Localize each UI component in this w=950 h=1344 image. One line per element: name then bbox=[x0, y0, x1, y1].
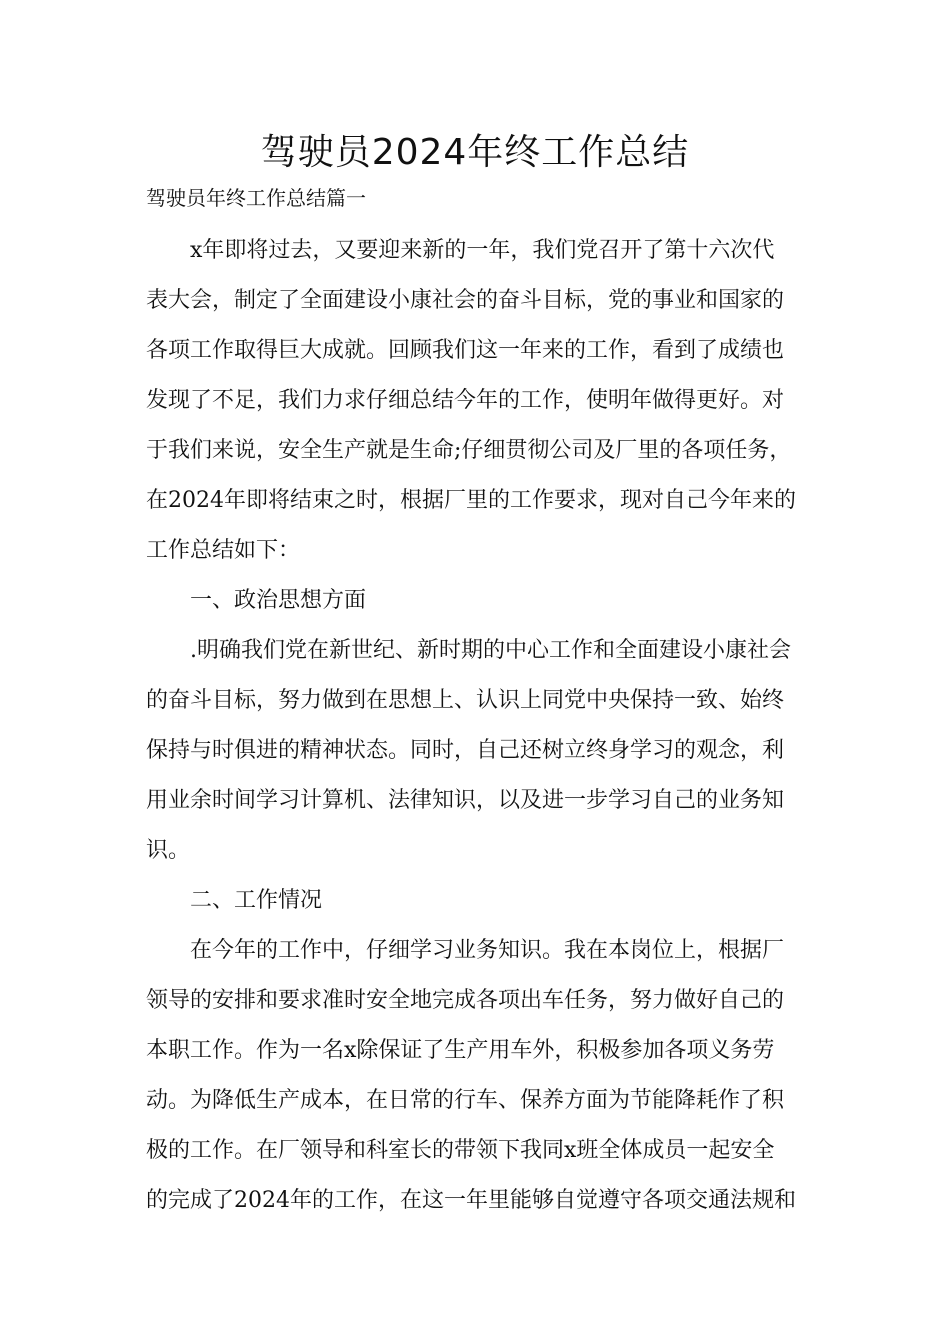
paragraph-line: 保持与时俱进的精神状态。同时，自己还树立终身学习的观念，利 bbox=[146, 738, 785, 763]
paragraph-line: 的完成了2024年的工作，在这一年里能够自觉遵守各项交通法规和 bbox=[146, 1188, 796, 1213]
paragraph-line: 表大会，制定了全面建设小康社会的奋斗目标，党的事业和国家的 bbox=[146, 288, 785, 313]
paragraph-line: 动。为降低生产成本，在日常的行车、保养方面为节能降耗作了积 bbox=[146, 1088, 785, 1113]
paragraph-line: 各项工作取得巨大成就。回顾我们这一年来的工作，看到了成绩也 bbox=[146, 338, 785, 363]
paragraph-line: 发现了不足，我们力求仔细总结今年的工作，使明年做得更好。对 bbox=[146, 388, 785, 413]
paragraph-line: 本职工作。作为一名x除保证了生产用车外，积极参加各项义务劳 bbox=[146, 1038, 775, 1063]
paragraph-line: 在今年的工作中，仔细学习业务知识。我在本岗位上，根据厂 bbox=[190, 938, 785, 963]
paragraph-line: 极的工作。在厂领导和科室长的带领下我同x班全体成员一起安全 bbox=[146, 1138, 775, 1163]
paragraph-line: x年即将过去，又要迎来新的一年，我们党召开了第十六次代 bbox=[190, 238, 775, 263]
paragraph-line: 领导的安排和要求准时安全地完成各项出车任务，努力做好自己的 bbox=[146, 988, 785, 1013]
section-heading: 一、政治思想方面 bbox=[190, 588, 367, 613]
paragraph-line: 用业余时间学习计算机、法律知识，以及进一步学习自己的业务知 bbox=[146, 788, 785, 813]
paragraph-line: 的奋斗目标，努力做到在思想上、认识上同党中央保持一致、始终 bbox=[146, 688, 785, 713]
section-heading: 二、工作情况 bbox=[190, 888, 323, 913]
paragraph-line: 于我们来说，安全生产就是生命;仔细贯彻公司及厂里的各项任务， bbox=[146, 438, 792, 463]
document-subtitle: 驾驶员年终工作总结篇一 bbox=[146, 186, 366, 210]
paragraph-line: 识。 bbox=[146, 838, 191, 863]
paragraph-line: .明确我们党在新世纪、新时期的中心工作和全面建设小康社会 bbox=[190, 638, 791, 663]
paragraph-line: 工作总结如下： bbox=[146, 538, 301, 563]
paragraph-line: 在2024年即将结束之时，根据厂里的工作要求，现对自己今年来的 bbox=[146, 488, 796, 513]
document-title: 驾驶员2024年终工作总结 bbox=[260, 132, 690, 173]
